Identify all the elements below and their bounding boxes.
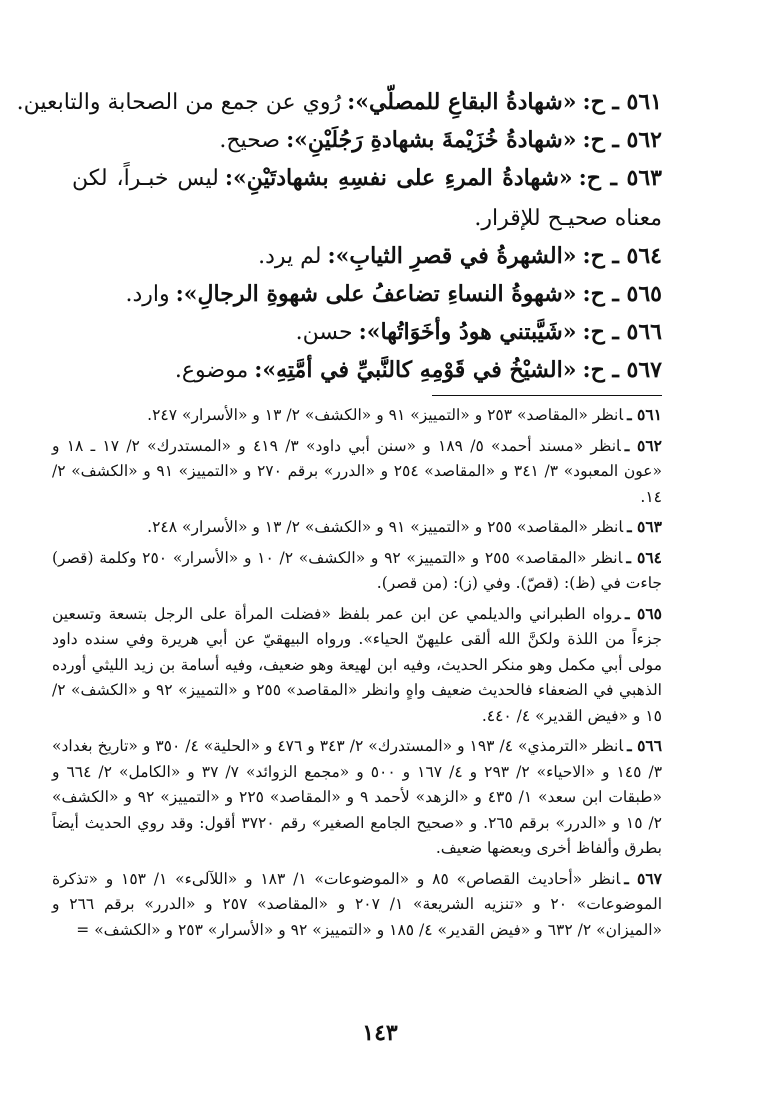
footnote-565 xyxy=(52,601,662,730)
footnote-text: انظر «المقاصد» ٢٥٥ و «التمييز» ٩٢ و «الكشف» ٢/ ١٠ و «الأسرار» ٢٥٠ وكلمة (قصر) جاءت في (ظ): (قصّ). وفي (ز): (من قصر). xyxy=(52,548,662,592)
footnote-number: ٥٦٥ ـ xyxy=(625,603,662,623)
footnote-text: انظر «المقاصد» ٢٥٥ و «التمييز» ٩١ و «الكشف» ٢/ ١٣ و «الأسرار» ٢٤٨. xyxy=(147,518,624,536)
footnote-563 xyxy=(52,514,662,541)
entry-ruling: موضوع. xyxy=(174,358,249,383)
entry-number: ٥٦٧ ـ ح: xyxy=(582,357,662,383)
entry-ruling: صحيح. xyxy=(219,128,281,153)
hadith-entry-563 xyxy=(72,158,662,239)
entry-number: ٥٦١ ـ ح: xyxy=(582,89,662,115)
entry-title: «شهادةُ البقاعِ للمصلّي»: xyxy=(347,89,577,115)
footnote-text: انظر «أحاديث القصاص» ٨٥ و «الموضوعات» ١/ ١٨٣ و «اللآلىء» ١/ ١٥٣ و «تذكرة الموضوعات» ٢٠ و «تنزيه الشريعة» ١/ ٢٠٧ و «المقاصد» ٢٥٧ و «الدرر» برقم ٢٦٦ و «الميزان» ٢/ ٦٣٢ و «فيض القدير» ٤/ ١٨٥ و «التمييز» ٩٢ و «الأسرار» ٢٥٣ و «الكشف» = xyxy=(52,869,663,939)
hadith-entry-564 xyxy=(72,236,662,277)
footnote-566 xyxy=(52,733,662,862)
entry-title: «الشيْخُ في قَوْمِهِ كالنَّبيِّ في أمَّتِهِ»: xyxy=(254,357,577,383)
footnote-number: ٥٦١ ـ xyxy=(627,405,662,424)
entry-title: «الشهرةُ في قصرِ الثيابِ»: xyxy=(327,243,577,269)
entry-number: ٥٦٢ ـ ح: xyxy=(582,127,662,153)
footnote-divider xyxy=(432,395,662,396)
entry-number: ٥٦٦ ـ ح: xyxy=(582,319,662,345)
entry-number: ٥٦٣ ـ ح: xyxy=(578,165,662,191)
footnote-561 xyxy=(52,402,662,429)
entry-ruling: لم يرد. xyxy=(258,244,322,269)
hadith-entry-562 xyxy=(72,120,662,161)
entry-ruling: ليس خبـراً، لكن معناه صحيـح للإقرار. xyxy=(72,166,662,231)
footnote-text: انظر «المقاصد» ٢٥٣ و «التمييز» ٩١ و «الكشف» ٢/ ١٣ و «الأسرار» ٢٤٧. xyxy=(147,406,624,424)
footnotes xyxy=(52,402,662,947)
footnote-text: رواه الطبراني والديلمي عن ابن عمر بلفظ «فضلت المرأة على الرجل بتسعة وتسعين جزءاً من اللذة ولكنَّ الله ألقى عليهنّ الحياء». ورواه البيهقيّ عن أبي هريرة وفي سنده داود مولى أبي مكمل وهو منكر الحديث، وفيه ابن لهيعة وهو ضعيف، وفيه أسامة بن زيد الليثي أورده الذهبي في الضعفاء فالحديث ضعيف واهٍ وانظر «المقاصد» ٢٥٥ و «التمييز» ٩٢ و «الكشف» ٢/ ١٥ و «فيض القدير» ٤/ ٤٤٠. xyxy=(52,604,662,725)
entry-title: «شَيَّبتني هودُ وأخَوَاتُها»: xyxy=(358,319,577,345)
footnote-562 xyxy=(52,433,662,511)
footnote-number: ٥٦٣ ـ xyxy=(627,517,662,536)
hadith-entry-566 xyxy=(72,312,662,353)
footnote-number: ٥٦٦ ـ xyxy=(627,736,663,755)
hadith-entry-565 xyxy=(72,274,662,315)
hadith-entry-561 xyxy=(16,82,662,123)
entry-title: «شهادةُ المرءِ على نفسِهِ بشهادتَيْنِ»: xyxy=(224,165,573,191)
entry-ruling: رُوي عن جمع من الصحابة والتابعين. xyxy=(16,90,342,115)
hadith-entry-567 xyxy=(72,350,662,391)
entry-ruling: حسن. xyxy=(295,320,353,345)
entry-number: ٥٦٤ ـ ح: xyxy=(582,243,662,269)
footnote-text: انظر «مسند أحمد» ٥/ ١٨٩ و «سنن أبي داود» ٣/ ٤١٩ و «المستدرك» ٢/ ١٧ ـ ١٨ و «عون المعبود» ٣/ ٣٤١ و «المقاصد» ٢٥٤ و «الدرر» برقم ٢٧٠ و «التمييز» ٩١ و «الكشف» ٢/ ١٤. xyxy=(52,436,662,506)
page-number: ١٤٣ xyxy=(362,1020,398,1046)
footnote-number: ٥٦٢ ـ xyxy=(624,435,662,455)
footnote-number: ٥٦٧ ـ xyxy=(624,868,663,888)
entry-title: «شهوةُ النساءِ تضاعفُ على شهوةِ الرجالِ»: xyxy=(175,281,577,307)
footnote-text: انظر «الترمذي» ٤/ ١٩٣ و «المستدرك» ٢/ ٣٤٣ و ٤٧٦ و «الحلية» ٤/ ٣٥٠ و «تاريخ بغداد» ٣/ ١٤٥ و «الاحياء» ٢/ ٢٩٣ و ٤/ ١٦٧ و ٥٠٠ و «مجمع الزوائد» ٧/ ٣٧ و «الكامل» ٢/ ٦٦٤ و «طبقات ابن سعد» ١/ ٤٣٥ و «الزهد» لأحمد ٩ و «المقاصد» ٢٢٥ و «التمييز» ٩٢ و «الكشف» ٢/ ١٥ و «الدرر» برقم ٢٦٥. و «صحيح الجامع الصغير» رقم ٣٧٢٠ أقول: وقد روي الحديث أيضاً بطرق وألفاظ أخرى وبعضها ضعيف. xyxy=(52,737,663,857)
footnote-567 xyxy=(52,866,662,944)
hadith-entries xyxy=(16,82,662,388)
footnote-564 xyxy=(52,545,662,597)
entry-title: «شهادةُ خُزَيْمةَ بشهادةِ رَجُلَيْنِ»: xyxy=(286,127,577,153)
entry-number: ٥٦٥ ـ ح: xyxy=(582,281,662,307)
footnote-number: ٥٦٤ ـ xyxy=(626,547,663,567)
entry-ruling: وارد. xyxy=(125,282,170,307)
